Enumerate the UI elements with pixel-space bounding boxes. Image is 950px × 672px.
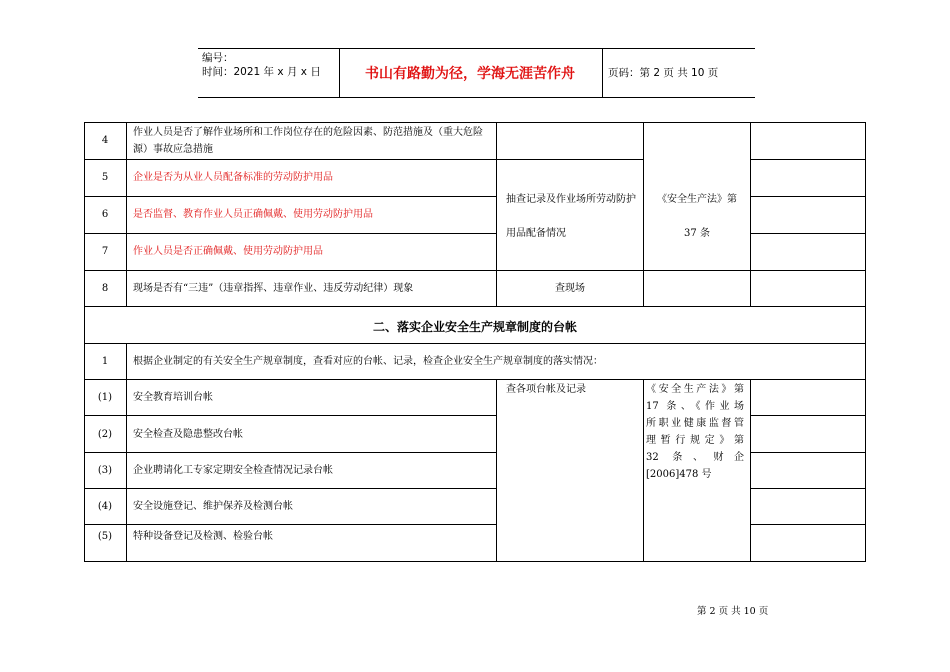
row-line bbox=[750, 196, 866, 197]
row-text: 企业是否为从业人员配备标准的劳动防护用品 bbox=[133, 172, 333, 183]
row-line bbox=[84, 379, 866, 380]
row-number: (2) bbox=[97, 429, 113, 440]
row-text: 现场是否有“三违”（违章指挥、违章作业、违反劳动纪律）现象 bbox=[133, 283, 414, 294]
row-number: (1) bbox=[97, 392, 113, 403]
row-line bbox=[750, 524, 866, 525]
section-title: 二、落实企业安全生产规章制度的台帐 bbox=[372, 320, 577, 334]
row-line bbox=[496, 159, 644, 160]
row-number: (4) bbox=[97, 501, 113, 512]
row-line bbox=[84, 415, 496, 416]
row-line bbox=[84, 452, 496, 453]
row-line bbox=[84, 196, 496, 197]
row-line bbox=[84, 488, 496, 489]
page-footer: 第 2 页 共 10 页 bbox=[697, 606, 769, 617]
legal-basis-line: [2006]478 号 bbox=[646, 469, 712, 480]
row-text: 企业聘请化工专家定期安全检查情况记录台帐 bbox=[133, 465, 333, 476]
row-line bbox=[750, 452, 866, 453]
check-method: 查现场 bbox=[555, 283, 585, 294]
row-text: 特种设备登记及检测、检验台帐 bbox=[133, 531, 273, 542]
row-text: 作业人员是否了解作业场所和工作岗位存在的危险因素、防范措施及（重大危险源）事故应急措施 bbox=[133, 127, 483, 155]
row-number: 6 bbox=[101, 209, 109, 220]
row-line bbox=[84, 343, 866, 344]
row-number: (3) bbox=[97, 465, 113, 476]
col-line bbox=[126, 122, 127, 307]
check-method: 查各项台帐及记录 bbox=[506, 384, 586, 395]
col-line bbox=[750, 379, 751, 562]
row-number: (5) bbox=[97, 531, 113, 542]
row-line bbox=[750, 233, 866, 234]
header-divider bbox=[602, 49, 603, 97]
row-line bbox=[84, 270, 866, 271]
col-line bbox=[643, 122, 644, 307]
legal-basis-line: 所职业健康监督管 bbox=[646, 418, 744, 429]
table-border bbox=[84, 122, 866, 123]
page-header bbox=[198, 48, 755, 98]
row-text: 安全教育培训台帐 bbox=[133, 392, 213, 403]
row-line bbox=[750, 415, 866, 416]
row-line bbox=[84, 524, 496, 525]
row-line bbox=[84, 306, 866, 307]
col-line bbox=[750, 122, 751, 307]
legal-basis-line: 《安全生产法》第 bbox=[646, 384, 744, 395]
row-text: 安全检查及隐患整改台帐 bbox=[133, 429, 243, 440]
row-line bbox=[750, 159, 866, 160]
row-number: 4 bbox=[101, 135, 109, 146]
table-border bbox=[84, 122, 85, 562]
row-text: 作业人员是否正确佩戴、使用劳动防护用品 bbox=[133, 246, 323, 257]
row-text: 是否监督、教育作业人员正确佩戴、使用劳动防护用品 bbox=[133, 209, 373, 220]
row-number: 8 bbox=[101, 283, 109, 294]
row-line bbox=[84, 159, 496, 160]
table-border bbox=[865, 122, 866, 562]
row-number: 1 bbox=[101, 356, 109, 367]
legal-basis-line: 17 条、《作业场 bbox=[646, 401, 744, 412]
row-number: 7 bbox=[101, 246, 109, 257]
legal-basis: 《安全生产法》第 37 条 bbox=[657, 194, 737, 239]
col-line bbox=[643, 379, 644, 562]
row-number: 5 bbox=[101, 172, 109, 183]
header-meta bbox=[202, 51, 337, 79]
table-border bbox=[84, 561, 866, 562]
row-line bbox=[84, 233, 496, 234]
row-text: 安全设施登记、维护保养及检测台帐 bbox=[133, 501, 293, 512]
legal-basis bbox=[646, 381, 744, 483]
row-text: 根据企业制定的有关安全生产规章制度，查看对应的台帐、记录，检查企业安全生产规章制度的落实情况： bbox=[133, 356, 603, 367]
header-page-label: 页码：第 2 页 共 10 页 bbox=[608, 67, 719, 79]
serial-label: 编号： bbox=[202, 52, 234, 64]
legal-basis-line: 理暂行规定》第 bbox=[646, 435, 744, 446]
col-line bbox=[496, 379, 497, 562]
col-line bbox=[126, 343, 127, 562]
time-label: 时间：2021 年 x 月 x 日 bbox=[202, 66, 321, 78]
legal-basis-line: 32 条、财企 bbox=[646, 452, 744, 463]
row-line bbox=[750, 488, 866, 489]
header-motto: 书山有路勤为径，学海无涯苦作舟 bbox=[365, 66, 575, 82]
check-method: 抽查记录及作业场所劳动防护用品配备情况 bbox=[506, 194, 636, 239]
